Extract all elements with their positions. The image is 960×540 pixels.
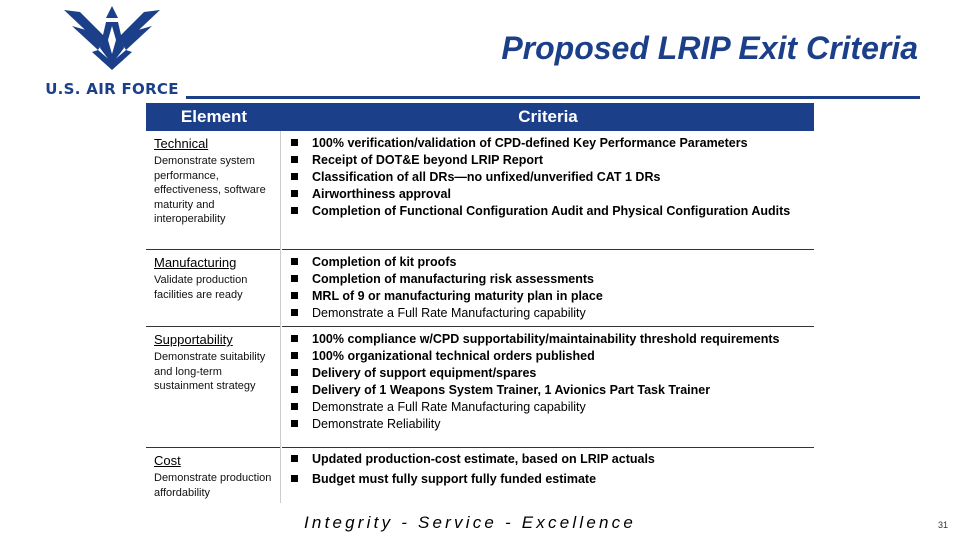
header-element: Element: [146, 103, 282, 131]
list-item: 100% compliance w/CPD supportability/maintainability threshold requirements: [288, 331, 814, 348]
element-name: Cost: [154, 453, 181, 468]
list-item: Completion of manufacturing risk assessments: [288, 271, 814, 288]
square-bullet-icon: [291, 420, 298, 427]
element-name: Manufacturing: [154, 255, 237, 270]
table-row-supportability-criteria: [282, 327, 814, 448]
footer-motto: Integrity - Service - Excellence: [304, 513, 636, 532]
element-description: Demonstrate system performance, effectiveness, software maturity and interoperability: [154, 155, 266, 225]
table-row-cost-element: [146, 448, 280, 503]
list-item: Completion of kit proofs: [288, 254, 814, 271]
list-item: Airworthiness approval: [288, 186, 814, 203]
list-item: Receipt of DOT&E beyond LRIP Report: [288, 152, 814, 169]
list-item: MRL of 9 or manufacturing maturity plan in place: [288, 288, 814, 305]
square-bullet-icon: [291, 139, 298, 146]
square-bullet-icon: [291, 207, 298, 214]
square-bullet-icon: [291, 455, 298, 462]
list-item: 100% verification/validation of CPD-defined Key Performance Parameters: [288, 135, 814, 152]
list-item: Demonstrate a Full Rate Manufacturing capability: [288, 399, 814, 416]
page-number: 31: [937, 520, 948, 530]
square-bullet-icon: [291, 369, 298, 376]
square-bullet-icon: [291, 386, 298, 393]
element-description: Validate production facilities are ready: [154, 274, 248, 301]
list-item: Updated production-cost estimate, based on LRIP actuals: [288, 451, 814, 468]
square-bullet-icon: [291, 335, 298, 342]
element-description: Demonstrate suitability and long-term sustainment strategy: [154, 351, 266, 392]
table-row-supportability-element: [146, 327, 280, 448]
square-bullet-icon: [291, 352, 298, 359]
list-item: Delivery of 1 Weapons System Trainer, 1 Avionics Part Task Trainer: [288, 382, 814, 399]
list-item: Demonstrate Reliability: [288, 416, 814, 433]
column-divider: [280, 131, 281, 503]
table-row-technical-criteria: [282, 131, 814, 250]
list-item: Completion of Functional Configuration Audit and Physical Configuration Audits: [288, 203, 814, 220]
list-item: Budget must fully support fully funded estimate: [288, 471, 814, 488]
list-item: Classification of all DRs—no unfixed/unverified CAT 1 DRs: [288, 169, 814, 186]
air-force-wings-icon: [62, 4, 162, 74]
element-description: Demonstrate production affordability: [154, 472, 272, 499]
air-force-logo: [38, 4, 186, 100]
element-name: Supportability: [154, 332, 233, 347]
square-bullet-icon: [291, 292, 298, 299]
header-criteria: Criteria: [282, 103, 814, 131]
square-bullet-icon: [291, 475, 298, 482]
square-bullet-icon: [291, 275, 298, 282]
list-item: Delivery of support equipment/spares: [288, 365, 814, 382]
square-bullet-icon: [291, 258, 298, 265]
criteria-table: [146, 103, 814, 503]
table-row-technical-element: [146, 131, 280, 250]
logo-text: U.S. AIR FORCE: [45, 80, 179, 98]
page-title: Proposed LRIP Exit Criteria: [501, 30, 918, 66]
square-bullet-icon: [291, 403, 298, 410]
table-row-manufacturing-element: [146, 250, 280, 327]
table-row-cost-criteria: [282, 448, 814, 503]
list-item: 100% organizational technical orders published: [288, 348, 814, 365]
square-bullet-icon: [291, 190, 298, 197]
title-underline: [186, 96, 920, 99]
square-bullet-icon: [291, 309, 298, 316]
square-bullet-icon: [291, 173, 298, 180]
table-row-manufacturing-criteria: [282, 250, 814, 327]
square-bullet-icon: [291, 156, 298, 163]
list-item: Demonstrate a Full Rate Manufacturing capability: [288, 305, 814, 322]
element-name: Technical: [154, 136, 209, 151]
